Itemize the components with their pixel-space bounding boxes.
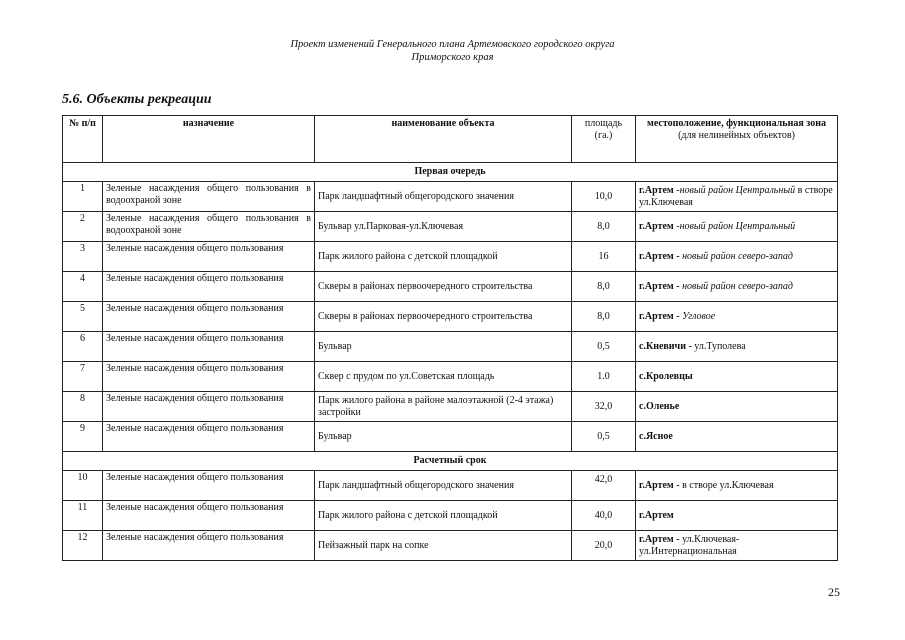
row-purpose: Зеленые насаждения общего пользования [103, 392, 315, 422]
row-location [636, 471, 838, 501]
row-purpose: Зеленые насаждения общего пользования [103, 501, 315, 531]
row-location [636, 362, 838, 392]
row-location [636, 182, 838, 212]
row-object-name: Сквер с прудом по ул.Советская площадь [315, 362, 572, 392]
location-settlement: г.Артем [639, 184, 674, 196]
table-row [63, 302, 838, 332]
location-settlement: г.Артем - [639, 280, 680, 292]
section-label: Расчетный срок [63, 452, 838, 471]
row-area: 8,0 [572, 302, 636, 332]
row-number: 12 [63, 531, 103, 561]
row-area: 8,0 [572, 272, 636, 302]
row-number: 10 [63, 471, 103, 501]
row-object-name: Пейзажный парк на сопке [315, 531, 572, 561]
row-purpose: Зеленые насаждения общего пользования [103, 302, 315, 332]
location-district: Угловое [679, 310, 716, 322]
location-settlement: г.Артем - [639, 479, 680, 491]
table-row [63, 422, 838, 452]
header-purpose: назначение [103, 116, 315, 163]
row-area: 20,0 [572, 531, 636, 561]
location-settlement: г.Артем - [639, 310, 680, 322]
row-area: 32,0 [572, 392, 636, 422]
row-number: 8 [63, 392, 103, 422]
row-object-name: Бульвар [315, 422, 572, 452]
header-num: № п/п [63, 116, 103, 163]
row-number: 6 [63, 332, 103, 362]
row-location [636, 302, 838, 332]
table-section-row [63, 452, 838, 471]
row-number: 7 [63, 362, 103, 392]
document-header [0, 38, 905, 64]
row-number: 5 [63, 302, 103, 332]
header-line-1: Проект изменений Генерального плана Артемовского городского округа [290, 39, 615, 50]
table-row [63, 272, 838, 302]
row-area: 1.0 [572, 362, 636, 392]
header-area: площадь (га.) [572, 116, 636, 163]
location-detail: ул.Ключевая-ул.Интернациональная [639, 533, 740, 557]
table-row [63, 242, 838, 272]
table-row [63, 362, 838, 392]
table-row [63, 531, 838, 561]
row-object-name: Бульвар ул.Парковая-ул.Ключевая [315, 212, 572, 242]
row-object-name: Парк жилого района с детской площадкой [315, 242, 572, 272]
table-row [63, 471, 838, 501]
page-number: 25 [828, 585, 840, 599]
row-purpose: Зеленые насаждения общего пользования [103, 422, 315, 452]
location-settlement: г.Артем - [639, 533, 680, 545]
location-settlement: с.Кневичи - [639, 340, 692, 352]
row-purpose: Зеленые насаждения общего пользования [103, 332, 315, 362]
header-location-main: местоположение, функциональная зона [647, 118, 826, 129]
row-purpose: Зеленые насаждения общего пользования в водоохраной зоне [103, 212, 315, 242]
row-location [636, 332, 838, 362]
header-location-note: (для нелинейных объектов) [678, 130, 795, 141]
header-location [636, 116, 838, 163]
location-settlement: с.Ясное [639, 430, 673, 442]
row-area: 0,5 [572, 422, 636, 452]
row-number: 4 [63, 272, 103, 302]
row-object-name: Парк жилого района в районе малоэтажной (2-4 этажа) застройки [315, 392, 572, 422]
location-detail: ул.Туполева [691, 340, 746, 352]
row-object-name: Парк жилого района с детской площадкой [315, 501, 572, 531]
row-area: 10,0 [572, 182, 636, 212]
row-number: 3 [63, 242, 103, 272]
row-number: 11 [63, 501, 103, 531]
row-location [636, 242, 838, 272]
row-purpose: Зеленые насаждения общего пользования [103, 242, 315, 272]
row-purpose: Зеленые насаждения общего пользования [103, 531, 315, 561]
table-row [63, 182, 838, 212]
location-settlement: г.Артем - [639, 250, 680, 262]
location-settlement: г.Артем [639, 509, 674, 521]
row-purpose: Зеленые насаждения общего пользования [103, 272, 315, 302]
row-location [636, 272, 838, 302]
row-object-name: Скверы в районах первоочередного строительства [315, 302, 572, 332]
row-location [636, 531, 838, 561]
table-header-row [63, 116, 838, 163]
location-settlement: с.Кролевцы [639, 370, 693, 382]
row-area: 40,0 [572, 501, 636, 531]
row-object-name: Скверы в районах первоочередного строительства [315, 272, 572, 302]
location-detail: в створе ул.Ключевая [639, 184, 833, 208]
location-district: новый район северо-запад [679, 250, 793, 262]
row-location [636, 212, 838, 242]
header-line-2: Приморского края [411, 52, 494, 63]
location-detail: в створе ул.Ключевая [679, 479, 774, 491]
row-location [636, 392, 838, 422]
row-number: 1 [63, 182, 103, 212]
header-name: наименование объекта [315, 116, 572, 163]
row-object-name: Парк ландшафтный общегородского значения [315, 471, 572, 501]
row-area: 0,5 [572, 332, 636, 362]
row-object-name: Бульвар [315, 332, 572, 362]
row-area: 16 [572, 242, 636, 272]
location-settlement: с.Оленье [639, 400, 680, 412]
location-district: -новый район Центральный [673, 184, 796, 196]
row-purpose: Зеленые насаждения общего пользования [103, 471, 315, 501]
section-title: 5.6. Объекты рекреации [62, 92, 212, 107]
row-object-name: Парк ландшафтный общегородского значения [315, 182, 572, 212]
row-number: 9 [63, 422, 103, 452]
location-district: -новый район Центральный [673, 220, 796, 232]
row-number: 2 [63, 212, 103, 242]
row-location [636, 501, 838, 531]
row-purpose: Зеленые насаждения общего пользования в водоохраной зоне [103, 182, 315, 212]
table-row [63, 212, 838, 242]
table-section-row [63, 163, 838, 182]
table-row [63, 392, 838, 422]
row-area: 42,0 [572, 471, 636, 501]
location-district: новый район северо-запад [679, 280, 793, 292]
location-settlement: г.Артем [639, 220, 674, 232]
section-label: Первая очередь [63, 163, 838, 182]
recreation-objects-table [62, 115, 838, 561]
table-row [63, 501, 838, 531]
row-purpose: Зеленые насаждения общего пользования [103, 362, 315, 392]
row-area: 8,0 [572, 212, 636, 242]
table-row [63, 332, 838, 362]
row-location [636, 422, 838, 452]
